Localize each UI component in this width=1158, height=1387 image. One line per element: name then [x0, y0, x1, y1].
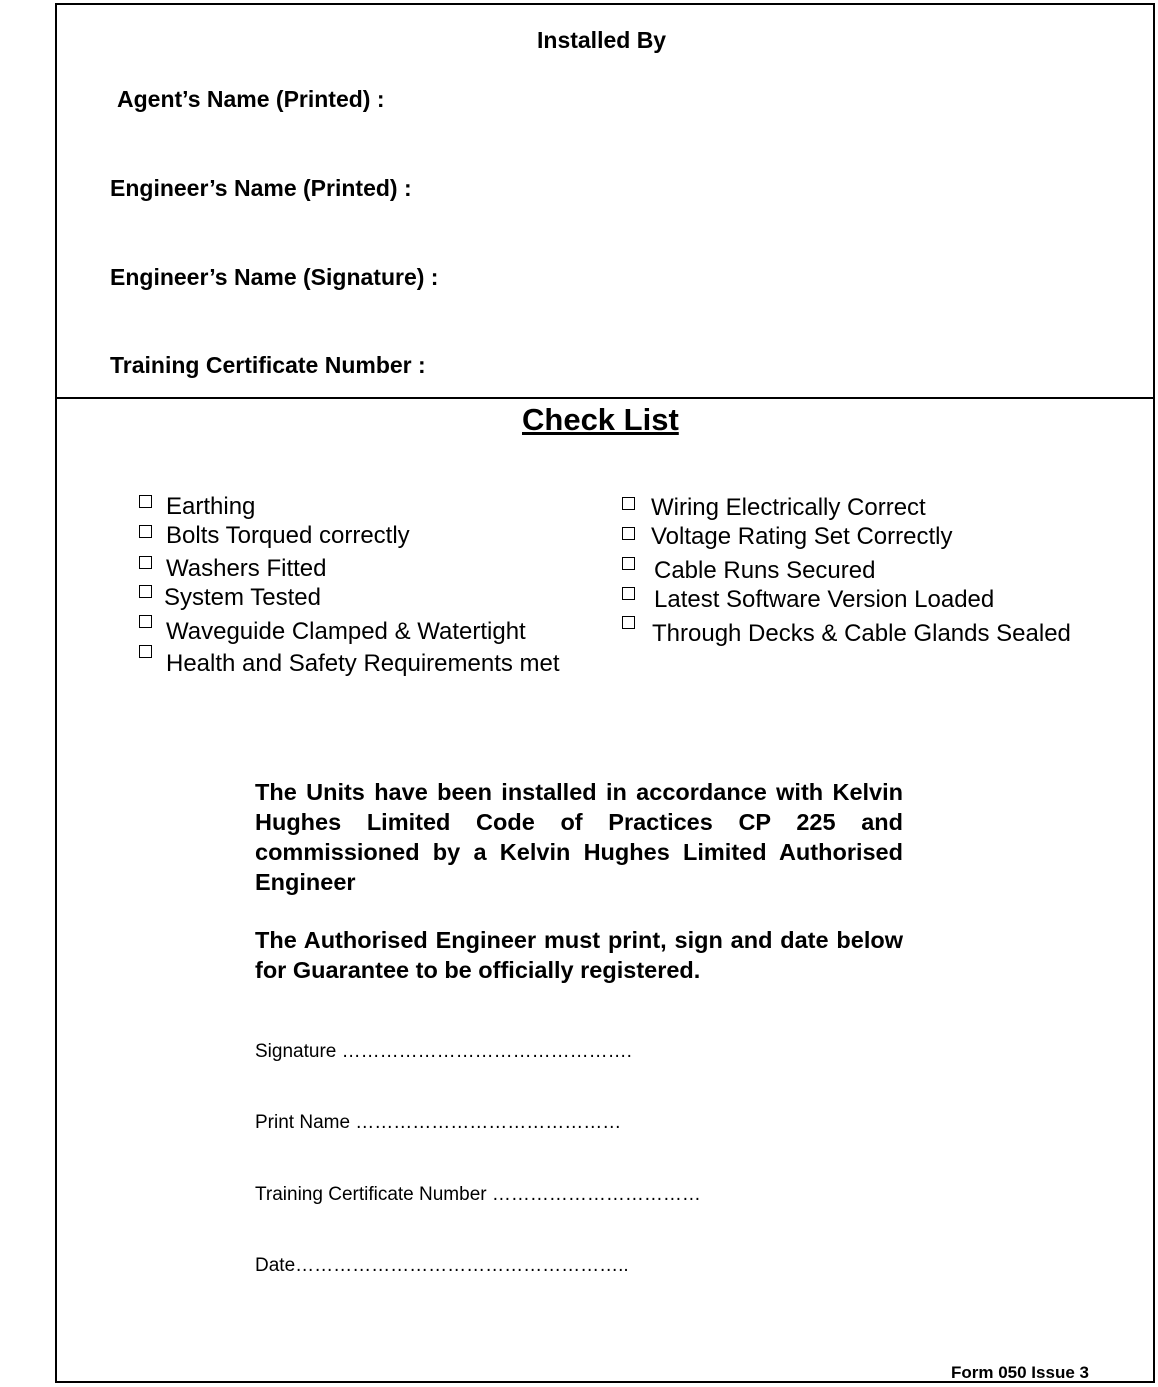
checklist-item-waveguide-clamped: Waveguide Clamped & Watertight [166, 618, 526, 645]
checkbox-bolts-torqued[interactable] [139, 525, 152, 538]
checkbox-wiring-correct[interactable] [622, 497, 635, 510]
form-number: Form 050 Issue 3 [951, 1363, 1089, 1382]
checkbox-earthing[interactable] [139, 495, 152, 508]
checklist-item-washers-fitted: Washers Fitted [166, 555, 327, 582]
checkbox-cable-runs[interactable] [622, 557, 635, 570]
checklist-title: Check List [522, 402, 679, 437]
engineer-name-printed-label: Engineer’s Name (Printed) : [110, 175, 412, 201]
checklist-item-cable-runs: Cable Runs Secured [654, 557, 876, 584]
checkbox-system-tested[interactable] [139, 585, 152, 598]
print-name-line[interactable]: Print Name …………………………………… [255, 1112, 622, 1133]
section-divider [55, 397, 1155, 399]
checklist-item-voltage-rating: Voltage Rating Set Correctly [651, 523, 953, 550]
training-certificate-label: Training Certificate Number : [110, 352, 426, 378]
checkbox-through-decks[interactable] [622, 616, 635, 629]
agent-name-label: Agent’s Name (Printed) : [117, 86, 385, 112]
checklist-item-health-safety: Health and Safety Requirements met [166, 650, 560, 677]
form-border [55, 3, 1155, 1383]
training-certificate-line[interactable]: Training Certificate Number …………………………… [255, 1184, 701, 1205]
signature-line[interactable]: Signature ………………………………………. [255, 1041, 632, 1062]
checklist-item-wiring-correct: Wiring Electrically Correct [651, 494, 926, 521]
installed-by-heading: Installed By [537, 27, 667, 53]
checkbox-voltage-rating[interactable] [622, 527, 635, 540]
registration-instruction: The Authorised Engineer must print, sign and date below for Guarantee to be officially registered. [255, 927, 903, 983]
checkbox-washers-fitted[interactable] [139, 556, 152, 569]
checklist-item-system-tested: System Tested [164, 584, 321, 611]
installation-statement: The Units have been installed in accordance with Kelvin Hughes Limited Code of Practices CP 225 and commissioned by a Kelvin Hughes Limited Authorised Engineer [255, 779, 903, 895]
checklist-item-software-version: Latest Software Version Loaded [654, 586, 995, 613]
engineer-name-signature-label: Engineer’s Name (Signature) : [110, 264, 439, 290]
date-line[interactable]: Date…………………………………………….. [255, 1255, 629, 1276]
checkbox-software-version[interactable] [622, 587, 635, 600]
checklist-item-bolts-torqued: Bolts Torqued correctly [166, 522, 410, 549]
checkbox-waveguide-clamped[interactable] [139, 615, 152, 628]
checklist-item-earthing: Earthing [166, 493, 256, 520]
checklist-item-through-decks: Through Decks & Cable Glands Sealed [652, 620, 1071, 647]
checkbox-health-safety[interactable] [139, 645, 152, 658]
